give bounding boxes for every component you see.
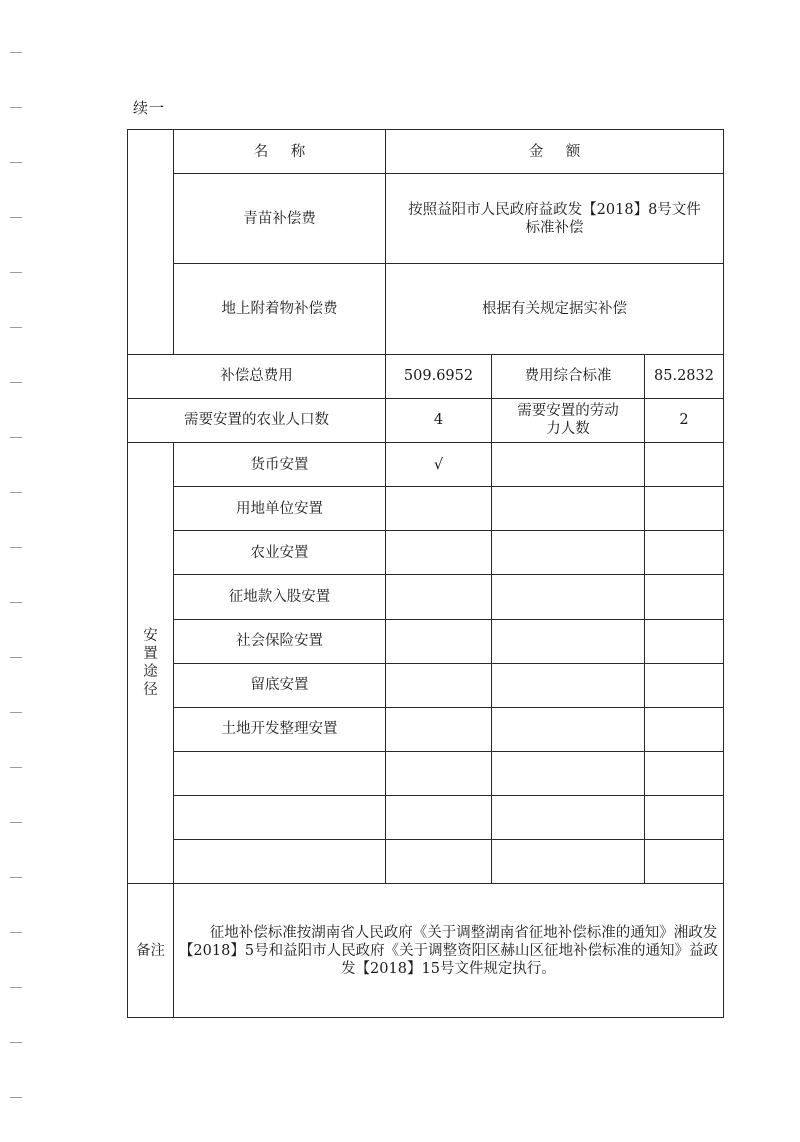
method-mark bbox=[386, 796, 492, 840]
method-name bbox=[174, 796, 386, 840]
resettlement-row bbox=[128, 796, 724, 840]
margin-mark bbox=[10, 382, 22, 383]
margin-mark bbox=[10, 602, 22, 603]
empty-cell bbox=[645, 575, 724, 619]
amount-header: 金 额 bbox=[386, 130, 724, 174]
empty-cell bbox=[492, 663, 645, 707]
resettlement-row bbox=[128, 840, 724, 884]
method-mark: √ bbox=[386, 443, 492, 487]
empty-cell bbox=[645, 487, 724, 531]
method-mark bbox=[386, 619, 492, 663]
margin-mark bbox=[10, 987, 22, 988]
margin-mark bbox=[10, 492, 22, 493]
margin-mark bbox=[10, 547, 22, 548]
empty-cell bbox=[645, 840, 724, 884]
remarks-text: 征地补偿标准按湖南省人民政府《关于调整湖南省征地补偿标准的通知》湘政发【2018】5号和益阳市人民政府《关于调整资阳区赫山区征地补偿标准的通知》益政发【2018】15号文件规定执行。 bbox=[178, 924, 719, 977]
empty-cell bbox=[492, 531, 645, 575]
empty-cell bbox=[492, 707, 645, 751]
method-mark bbox=[386, 840, 492, 884]
empty-cell bbox=[645, 796, 724, 840]
method-name: 社会保险安置 bbox=[174, 619, 386, 663]
total-cost-label: 补偿总费用 bbox=[128, 354, 386, 398]
header-row bbox=[128, 130, 724, 174]
empty-cell bbox=[645, 752, 724, 796]
margin-mark bbox=[10, 932, 22, 933]
resettlement-row bbox=[128, 531, 724, 575]
blank-corner-cell bbox=[128, 130, 174, 355]
resettlement-row bbox=[128, 619, 724, 663]
method-mark bbox=[386, 752, 492, 796]
margin-mark bbox=[10, 162, 22, 163]
empty-cell bbox=[492, 840, 645, 884]
method-name bbox=[174, 752, 386, 796]
remarks-row bbox=[128, 884, 724, 1018]
method-name: 征地款入股安置 bbox=[174, 575, 386, 619]
item-name: 青苗补偿费 bbox=[174, 174, 386, 264]
margin-mark bbox=[10, 767, 22, 768]
empty-cell bbox=[492, 443, 645, 487]
margin-mark bbox=[10, 107, 22, 108]
table-row bbox=[128, 264, 724, 354]
labor-population-label: 需要安置的劳动力人数 bbox=[492, 398, 645, 442]
name-header: 名 称 bbox=[174, 130, 386, 174]
margin-mark bbox=[10, 437, 22, 438]
empty-cell bbox=[492, 575, 645, 619]
empty-cell bbox=[645, 619, 724, 663]
resettlement-row bbox=[128, 575, 724, 619]
remarks-text-cell bbox=[174, 884, 724, 1018]
margin-mark bbox=[10, 712, 22, 713]
margin-mark bbox=[10, 877, 22, 878]
continued-label: 续一 bbox=[133, 99, 166, 117]
empty-cell bbox=[492, 619, 645, 663]
item-amount: 按照益阳市人民政府益政发【2018】8号文件标准补偿 bbox=[386, 174, 724, 264]
margin-mark bbox=[10, 1042, 22, 1043]
empty-cell bbox=[645, 531, 724, 575]
standard-label: 费用综合标准 bbox=[492, 354, 645, 398]
method-name: 留底安置 bbox=[174, 663, 386, 707]
labor-population-value: 2 bbox=[645, 398, 724, 442]
table-row bbox=[128, 174, 724, 264]
empty-cell bbox=[492, 796, 645, 840]
total-cost-value: 509.6952 bbox=[386, 354, 492, 398]
item-name: 地上附着物补偿费 bbox=[174, 264, 386, 354]
method-mark bbox=[386, 531, 492, 575]
resettlement-section-label: 安 置 途 径 bbox=[128, 443, 174, 884]
method-name: 用地单位安置 bbox=[174, 487, 386, 531]
resettlement-row bbox=[128, 663, 724, 707]
margin-mark bbox=[10, 217, 22, 218]
remarks-label: 备注 bbox=[128, 884, 174, 1018]
item-amount: 根据有关规定据实补偿 bbox=[386, 264, 724, 354]
agri-population-label: 需要安置的农业人口数 bbox=[128, 398, 386, 442]
standard-value: 85.2832 bbox=[645, 354, 724, 398]
resettlement-row bbox=[128, 487, 724, 531]
empty-cell bbox=[492, 752, 645, 796]
method-mark bbox=[386, 487, 492, 531]
empty-cell bbox=[645, 443, 724, 487]
method-mark bbox=[386, 707, 492, 751]
resettlement-row bbox=[128, 707, 724, 751]
agri-population-value: 4 bbox=[386, 398, 492, 442]
margin-mark bbox=[10, 327, 22, 328]
method-name: 货币安置 bbox=[174, 443, 386, 487]
margin-mark bbox=[10, 822, 22, 823]
resettlement-row bbox=[128, 752, 724, 796]
resettlement-row bbox=[128, 443, 724, 487]
method-mark bbox=[386, 575, 492, 619]
compensation-table bbox=[127, 129, 724, 1018]
method-name: 农业安置 bbox=[174, 531, 386, 575]
method-name: 土地开发整理安置 bbox=[174, 707, 386, 751]
margin-mark bbox=[10, 272, 22, 273]
method-mark bbox=[386, 663, 492, 707]
margin-mark bbox=[10, 1097, 22, 1098]
population-row bbox=[128, 398, 724, 442]
totals-row bbox=[128, 354, 724, 398]
empty-cell bbox=[492, 487, 645, 531]
empty-cell bbox=[645, 707, 724, 751]
margin-mark bbox=[10, 52, 22, 53]
margin-mark bbox=[10, 657, 22, 658]
empty-cell bbox=[645, 663, 724, 707]
method-name bbox=[174, 840, 386, 884]
